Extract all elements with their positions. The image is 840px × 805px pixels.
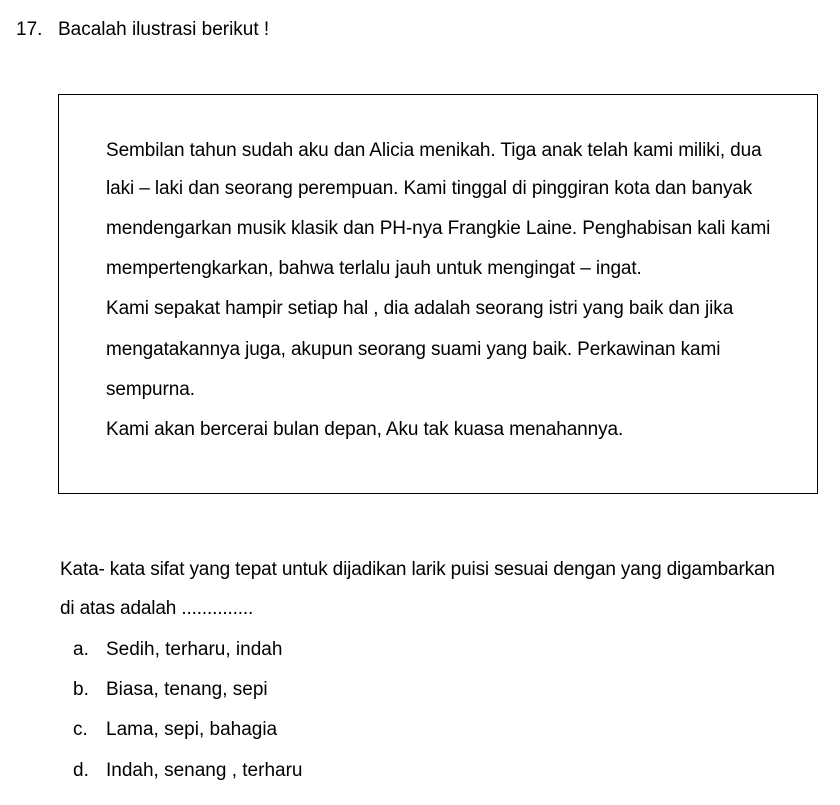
- option-letter: a.: [73, 639, 89, 660]
- answer-option-a[interactable]: [73, 637, 282, 663]
- question-prompt-line-1: Kata- kata sifat yang tepat untuk dijadikan larik puisi sesuai dengan yang digambarkan: [60, 559, 775, 580]
- option-letter: b.: [73, 679, 89, 700]
- option-letter: c.: [73, 719, 88, 740]
- option-text: Sedih, terharu, indah: [106, 639, 283, 660]
- illustration-line: mempertengkarkan, bahwa terlalu jauh untuk mengingat – ingat.: [106, 258, 642, 279]
- question-header: [16, 17, 269, 43]
- illustration-line: sempurna.: [106, 379, 195, 400]
- illustration-line: Kami sepakat hampir setiap hal , dia adalah seorang istri yang baik dan jika: [106, 298, 734, 319]
- option-letter: d.: [73, 760, 89, 781]
- answer-option-b[interactable]: [73, 677, 268, 703]
- option-text: Indah, senang , terharu: [106, 760, 303, 781]
- illustration-line: Sembilan tahun sudah aku dan Alicia menikah. Tiga anak telah kami miliki, dua: [106, 140, 762, 161]
- option-text: Lama, sepi, bahagia: [106, 719, 278, 740]
- answer-option-d[interactable]: [73, 758, 302, 784]
- question-instruction: Bacalah ilustrasi berikut !: [58, 19, 270, 40]
- question-number: 17.: [16, 19, 43, 40]
- question-prompt-line-2: di atas adalah ..............: [60, 598, 254, 619]
- option-text: Biasa, tenang, sepi: [106, 679, 268, 700]
- illustration-line: Kami akan bercerai bulan depan, Aku tak kuasa menahannya.: [106, 419, 624, 440]
- answer-option-c[interactable]: [73, 717, 277, 743]
- illustration-line: mendengarkan musik klasik dan PH-nya Frangkie Laine. Penghabisan kali kami: [106, 218, 771, 239]
- illustration-line: mengatakannya juga, akupun seorang suami yang baik. Perkawinan kami: [106, 339, 721, 360]
- illustration-line: laki – laki dan seorang perempuan. Kami tinggal di pinggiran kota dan banyak: [106, 178, 753, 199]
